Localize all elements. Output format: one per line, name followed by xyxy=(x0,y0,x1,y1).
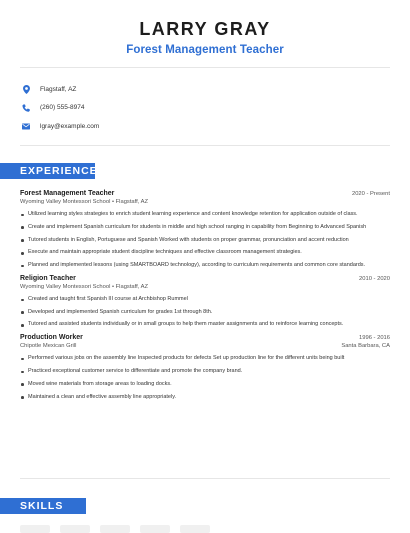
skill-chip xyxy=(180,525,210,533)
contact-text: (260) 555-8974 xyxy=(40,104,85,112)
resume-header xyxy=(0,0,410,56)
job-location: Santa Barbara, CA xyxy=(341,343,390,350)
list-item: Utilized learning styles strategies to enrich student learning experience and content knowledge retention for application outside of class. xyxy=(20,211,390,219)
phone-icon xyxy=(22,104,30,112)
skills-heading: SKILLS xyxy=(0,498,86,514)
location-pin-icon xyxy=(22,85,30,93)
job-title: Forest Management Teacher xyxy=(20,190,115,197)
job-title: Production Worker xyxy=(20,334,83,342)
skills-list xyxy=(20,525,390,533)
job-title: Religion Teacher xyxy=(20,274,76,282)
experience-heading: EXPERIENCE xyxy=(0,163,95,179)
job-company: Wyoming Valley Montessori School • Flagstaff, AZ xyxy=(20,283,149,290)
skill-chip xyxy=(100,525,130,533)
list-item: Create and implement Spanish curriculum for students in middle and high school ranging in capability from Beginning to Advanced Spanish xyxy=(20,224,390,232)
contact-text: Flagstaff, AZ xyxy=(40,85,77,93)
list-item: Execute and maintain appropriate student discipline techniques and effective classroom management strategies. xyxy=(20,249,390,257)
job-company: Wyoming Valley Montessori School • Flagstaff, AZ xyxy=(20,199,149,205)
experience-list xyxy=(20,190,390,406)
list-item: Maintained a clean and effective assembly line appropriately. xyxy=(20,394,390,402)
contact-location xyxy=(22,80,99,99)
job-bullets xyxy=(20,211,390,270)
job-dates: 2020 - Present xyxy=(351,191,390,197)
contact-phone xyxy=(22,99,99,118)
contact-email xyxy=(22,117,99,136)
list-item: Moved wine materials from storage areas to loading docks. xyxy=(20,381,390,389)
job-dates: 1996 - 2016 xyxy=(359,335,390,342)
list-item: Developed and implemented Spanish curriculum for grades 1st through 8th. xyxy=(20,309,390,317)
list-item: Tutored students in English, Portuguese and Spanish Worked with students on proper grammar, pronunciation and accent reduction xyxy=(20,237,390,245)
skill-chip xyxy=(60,525,90,533)
candidate-title: Forest Management Teacher xyxy=(126,44,284,56)
list-item: Created and taught first Spanish III course at Archbishop Rummel xyxy=(20,296,390,304)
list-item: Practiced exceptional customer service to differentiate and promote the company brand. xyxy=(20,368,390,376)
job-dates: 2010 - 2020 xyxy=(359,275,390,282)
divider xyxy=(20,67,390,68)
job-bullets xyxy=(20,296,390,329)
job-entry xyxy=(20,190,390,270)
list-item: Performed various jobs on the assembly line Inspected products for defects Set up production line for the different units being built xyxy=(20,355,390,363)
contact-list xyxy=(22,80,99,136)
list-item: Tutored and assisted students individually or in small groups to help them master assignments and to reinforce learning concepts. xyxy=(20,321,390,329)
skill-chip xyxy=(140,525,170,533)
divider xyxy=(20,478,390,479)
job-company: Chipotle Mexican Grill xyxy=(20,343,77,350)
job-entry xyxy=(20,275,390,329)
job-entry xyxy=(20,334,390,401)
job-bullets xyxy=(20,355,390,401)
contact-text: lgray@example.com xyxy=(40,122,100,130)
skill-chip xyxy=(20,525,50,533)
list-item: Planned and implemented lessons (using SMARTBOARD technology), according to curriculum requirements and common core standards. xyxy=(20,262,390,270)
divider xyxy=(20,145,390,146)
candidate-name: LARRY GRAY xyxy=(139,19,271,39)
email-icon xyxy=(22,122,30,130)
